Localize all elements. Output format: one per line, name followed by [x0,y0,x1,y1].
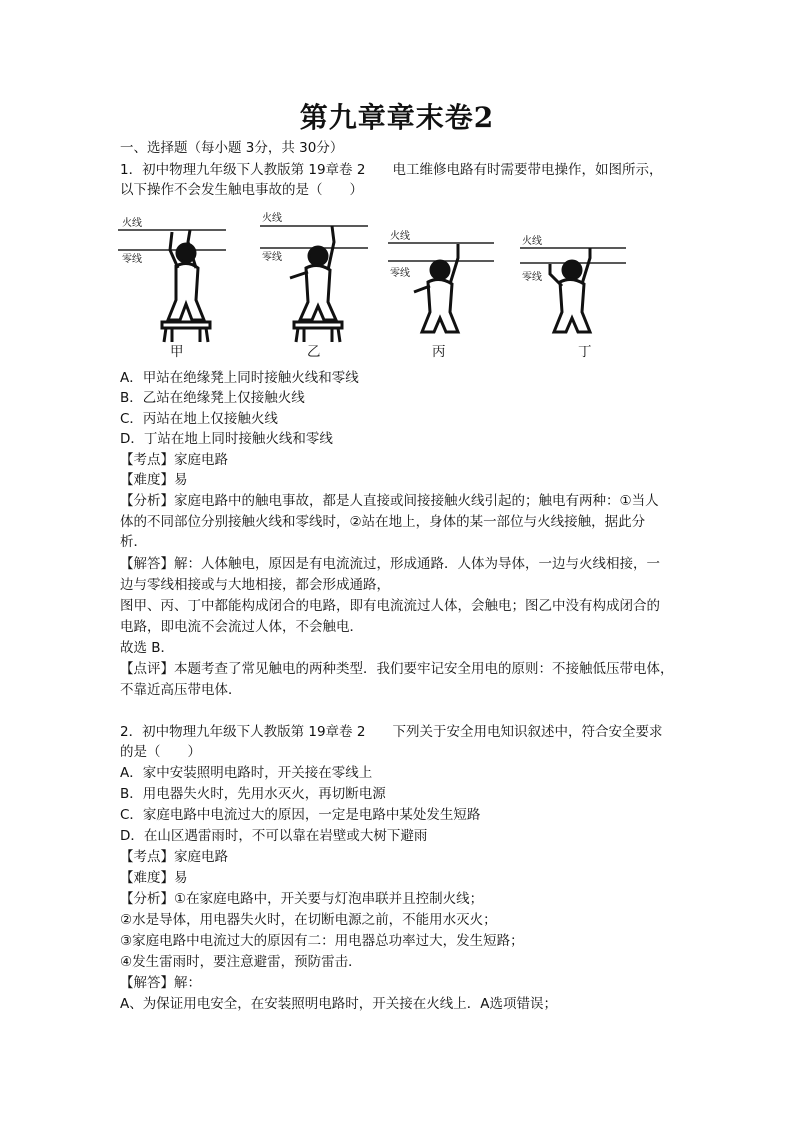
q2-fenxi: ④发生雷雨时，要注意避雷，预防雷击． [120,954,362,970]
q2-option-a: A．家中安装照明电路时，开关接在零线上 [120,765,373,781]
q1-option-b: B．乙站在绝缘凳上仅接触火线 [120,390,305,406]
q1-dianping: 【点评】本题考查了常见触电的两种类型．我们要牢记安全用电的原则：不接触低压带电体， [120,661,674,677]
q2-nandu: 【难度】易 [120,870,188,886]
q2-stem: 2．初中物理九年级下人教版第 19章卷 2 下列关于安全用电知识叙述中，符合安全要求 [120,724,663,740]
electric-shock-figure [118,208,638,358]
q2-kaodian: 【考点】家庭电路 [120,849,228,865]
section-heading: 一、选择题（每小题 3分，共 30分） [120,140,344,156]
live-label: 火线 [262,213,282,224]
q1-kaodian: 【考点】家庭电路 [120,452,228,468]
q1-stem: 以下操作不会发生触电事故的是（ ） [120,182,363,198]
neutral-label: 零线 [122,254,142,265]
q1-jieda: 【解答】解：人体触电，原因是有电流流过，形成通路．人体为导体，一边与火线相接，一 [120,556,660,572]
q2-jieda: A、为保证用电安全，在安装照明电路时，开关接在火线上．A选项错误； [120,996,557,1012]
q1-jieda: 故选 B． [120,640,175,656]
person-jia [162,230,210,342]
q1-nandu: 【难度】易 [120,472,188,488]
q2-fenxi: 【分析】①在家庭电路中，开关要与灯泡串联并且控制火线； [120,891,484,907]
q2-fenxi: ③家庭电路中电流过大的原因有二：用电器总功率过大，发生短路； [120,933,524,949]
q1-option-d: D．丁站在地上同时接触火线和零线 [120,431,333,447]
person-ding [550,248,590,332]
neutral-label: 零线 [390,268,410,279]
neutral-label: 零线 [522,272,542,283]
q2-option-d: D．在山区遇雷雨时，不可以靠在岩壁或大树下避雨 [120,828,428,844]
q1-option-c: C．丙站在地上仅接触火线 [120,411,278,427]
page-title: 第九章章末卷2 [299,101,495,134]
q2-stem: 的是（ ） [120,744,201,760]
q1-jieda: 图甲、丙、丁中都能构成闭合的电路，即有电流流过人体，会触电；图乙中没有构成闭合的 [120,598,660,614]
live-label: 火线 [522,236,542,247]
q2-option-b: B．用电器失火时，先用水灭火，再切断电源 [120,786,386,802]
person-yi [290,226,342,342]
q2-fenxi: ②水是导体，用电器失火时，在切断电源之前，不能用水灭火； [120,912,497,928]
q1-fenxi: 析． [120,534,147,550]
neutral-label: 零线 [262,252,282,263]
q1-fenxi: 【分析】家庭电路中的触电事故，都是人直接或间接接触火线引起的；触电有两种：①当人 [120,493,659,509]
q1-option-a: A．甲站在绝缘凳上同时接触火线和零线 [120,370,359,386]
q2-jieda: 【解答】解： [120,975,201,991]
q1-dianping: 不靠近高压带电体． [120,682,242,698]
live-label: 火线 [390,231,410,242]
q1-jieda: 边与零线相接或与大地相接，都会形成通路， [120,577,390,593]
q2-option-c: C．家庭电路中电流过大的原因，一定是电路中某处发生短路 [120,807,481,823]
live-label: 火线 [122,218,142,229]
figure-caption: 甲 [170,344,184,360]
figure-caption: 丁 [578,344,592,360]
person-bing [414,244,458,332]
q1-fenxi: 体的不同部位分别接触火线和零线时，②站在地上，身体的某一部位与火线接触，据此分 [120,514,646,530]
q1-jieda: 电路，即电流不会流过人体，不会触电． [120,619,363,635]
figure-caption: 乙 [307,344,321,360]
figure-caption: 丙 [432,344,446,360]
q1-stem: 1．初中物理九年级下人教版第 19章卷 2 电工维修电路有时需要带电操作，如图所示， [120,162,663,178]
